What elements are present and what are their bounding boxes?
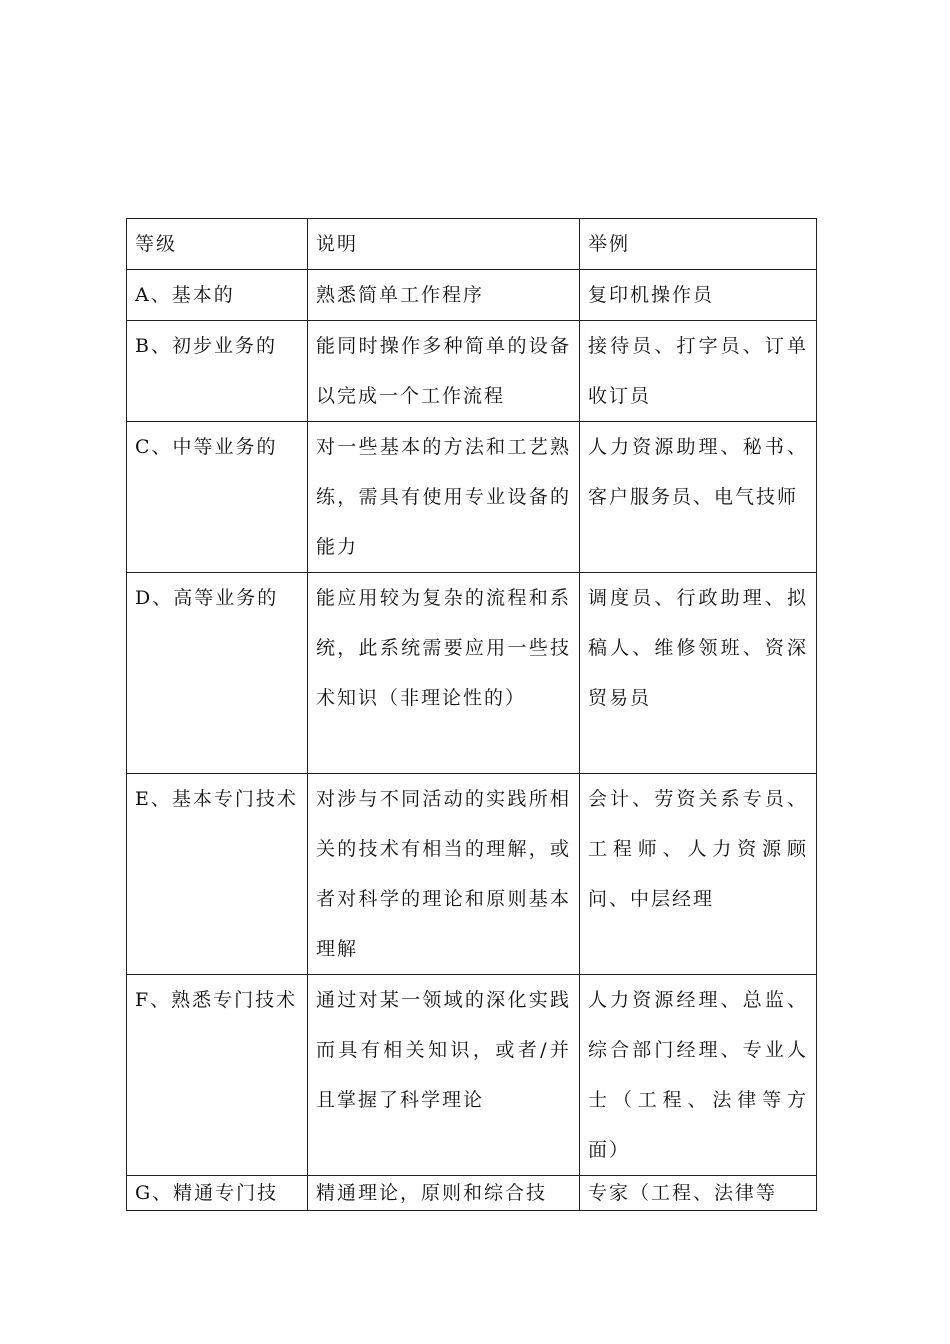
- table-cell-description: 能应用较为复杂的流程和系统，此系统需要应用一些技术知识（非理论性的）: [308, 573, 580, 774]
- table-cell-description: 通过对某一领域的深化实践而具有相关知识，或者/并且掌握了科学理论: [308, 975, 580, 1176]
- table-cell-example: 调度员、行政助理、拟稿人、维修领班、资深贸易员: [580, 573, 817, 774]
- table-cell-grade: D、高等业务的: [127, 573, 308, 774]
- table-cell-grade: C、中等业务的: [127, 422, 308, 573]
- table-cell-grade: E、基本专门技术: [127, 774, 308, 975]
- header-cell-example: 举例: [580, 219, 817, 270]
- grade-table: [126, 218, 817, 1211]
- table-cell-description: 对涉与不同活动的实践所相关的技术有相当的理解，或者对科学的理论和原则基本理解: [308, 774, 580, 975]
- table-cell-example: 接待员、打字员、订单收订员: [580, 321, 817, 422]
- table-cell-example: 专家（工程、法律等: [580, 1176, 817, 1211]
- table-row: [127, 321, 817, 422]
- table-header-row: [127, 219, 817, 270]
- table-cell-grade: A、基本的: [127, 270, 308, 321]
- table-row: [127, 774, 817, 975]
- header-cell-description: 说明: [308, 219, 580, 270]
- table-row: [127, 270, 817, 321]
- table-row: [127, 975, 817, 1176]
- table-cell-grade: B、初步业务的: [127, 321, 308, 422]
- table-cell-description: 能同时操作多种简单的设备以完成一个工作流程: [308, 321, 580, 422]
- table-cell-example: 人力资源助理、秘书、客户服务员、电气技师: [580, 422, 817, 573]
- table-cell-example: 复印机操作员: [580, 270, 817, 321]
- table-cell-grade: G、精通专门技: [127, 1176, 308, 1211]
- table-row: [127, 1176, 817, 1211]
- table-cell-grade: F、熟悉专门技术: [127, 975, 308, 1176]
- table-row: [127, 422, 817, 573]
- table-cell-example: 会计、劳资关系专员、工程师、人力资源顾问、中层经理: [580, 774, 817, 975]
- table-row: [127, 573, 817, 774]
- table-cell-example: 人力资源经理、总监、综合部门经理、专业人士（工程、法律等方面）: [580, 975, 817, 1176]
- header-cell-grade: 等级: [127, 219, 308, 270]
- table-cell-description: 精通理论，原则和综合技: [308, 1176, 580, 1211]
- table-cell-description: 对一些基本的方法和工艺熟练，需具有使用专业设备的能力: [308, 422, 580, 573]
- table-cell-description: 熟悉简单工作程序: [308, 270, 580, 321]
